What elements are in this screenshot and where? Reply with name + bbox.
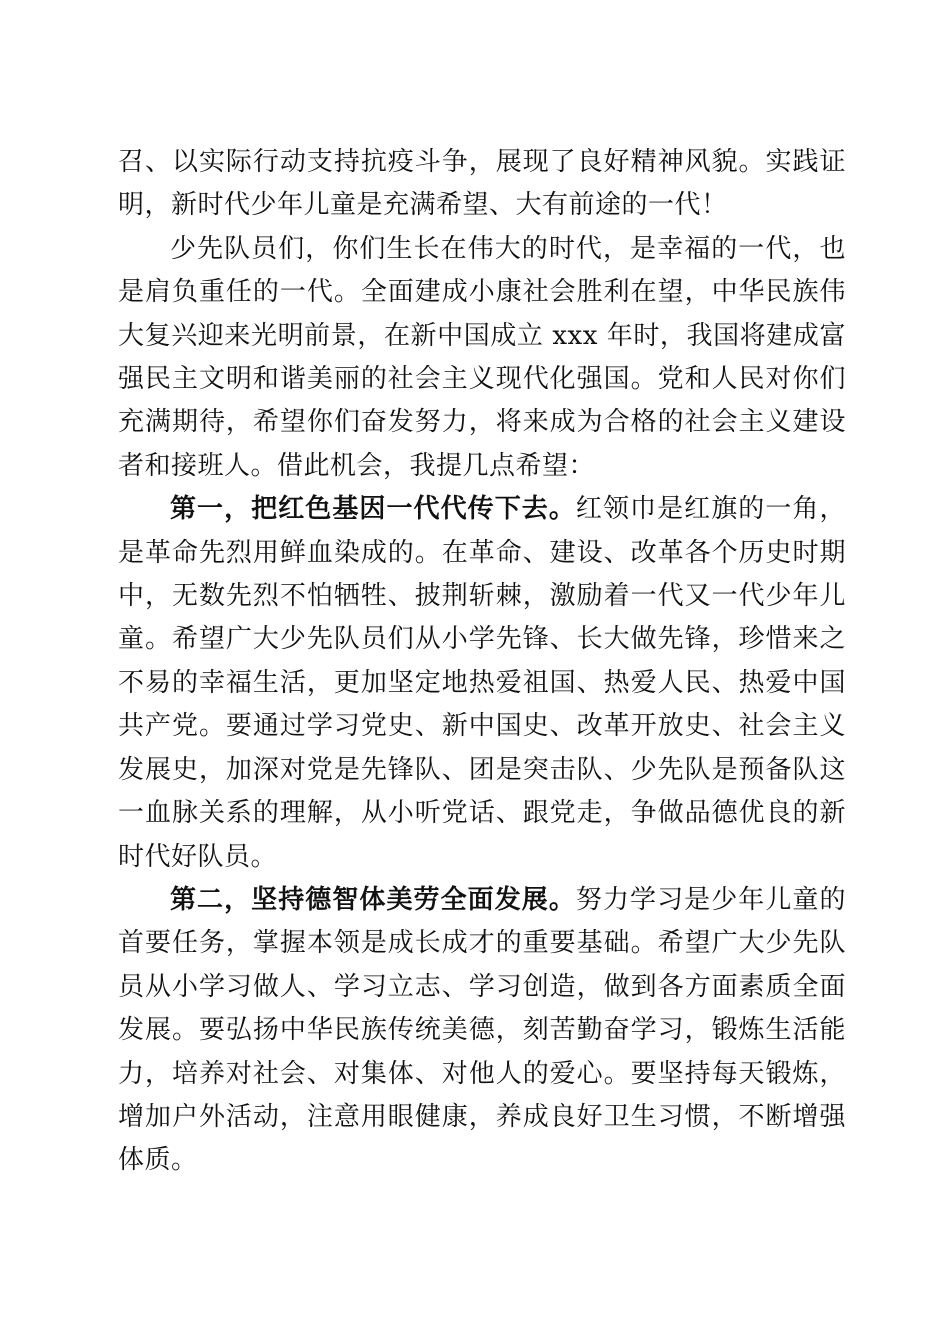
paragraph-text: 召、以实际行动支持抗疫斗争，展现了良好精神风貌。实践证明，新时代少年儿童是充满希望、大有前途的一代！ <box>118 147 846 221</box>
paragraph-text: 红领巾是红旗的一角，是革命先烈用鲜血染成的。在革命、建设、改革各个历史时期中，无数先烈不怕牺牲、披荆斩棘，激励着一代又一代少年儿童。希望广大少先队员们从小学先锋、长大做先锋，珍惜来之不易的幸福生活，更加坚定地热爱祖国、热爱人民、热爱中国共产党。要通过学习党史、新中国史、改革开放史、社会主义发展史，加深对党是先锋队、团是突击队、少先队是预备队这一血脉关系的理解，从小听党话、跟党走，争做品德优良的新时代好队员。 <box>118 494 846 872</box>
document-page <box>118 141 846 1183</box>
paragraph-lead-heading: 第二，坚持德智体美劳全面发展。 <box>170 884 576 915</box>
paragraph-young-pioneers <box>118 228 846 488</box>
paragraph-text: 努力学习是少年儿童的首要任务，掌握本领是成长成才的重要基础。希望广大少先队员从小学习做人、学习立志、学习创造，做到各方面素质全面发展。要弘扬中华民族传统美德，刻苦勤奋学习，锻炼生活能力，培养对社会、对集体、对他人的爱心。要坚持每天锻炼，增加户外活动，注意用眼健康，养成良好卫生习惯，不断增强体质。 <box>118 884 846 1176</box>
paragraph-first-hope <box>118 488 846 879</box>
paragraph-continuation <box>118 141 846 228</box>
paragraph-text: 少先队员们，你们生长在伟大的时代，是幸福的一代，也是肩负重任的一代。全面建成小康社会胜利在望，中华民族伟大复兴迎来光明前景，在新中国成立 xxx 年时，我国将建成富强民主文明和谐美丽的社会主义现代化强国。党和人民对你们充满期待，希望你们奋发努力，将来成为合格的社会主义建设者和接班人。借此机会，我提几点希望： <box>118 233 846 481</box>
paragraph-lead-heading: 第一，把红色基因一代代传下去。 <box>170 494 576 525</box>
paragraph-second-hope <box>118 879 846 1183</box>
